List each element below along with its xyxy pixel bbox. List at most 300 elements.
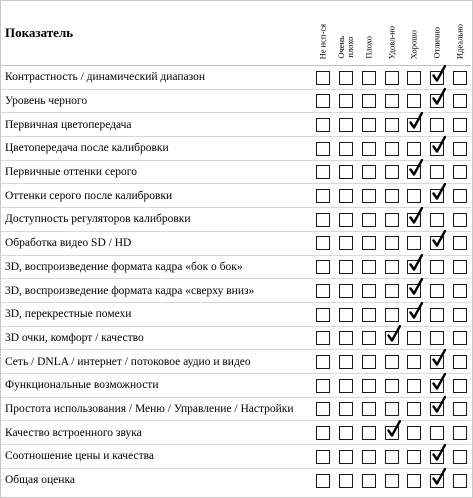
rating-checkbox[interactable] <box>316 213 330 227</box>
score-cell <box>357 373 380 397</box>
score-cell <box>357 302 380 326</box>
rating-checkbox[interactable] <box>385 450 399 464</box>
score-cell <box>448 89 471 113</box>
rating-checkbox[interactable] <box>407 379 421 393</box>
rating-checkbox[interactable] <box>339 402 353 416</box>
rating-checkbox[interactable] <box>453 189 467 203</box>
score-header-satisfactory <box>380 1 403 66</box>
rating-checkbox[interactable] <box>339 142 353 156</box>
score-cell <box>448 421 471 445</box>
indicator-label: 3D, воспроизведение формата кадра «бок о бок» <box>5 260 243 273</box>
score-cell <box>426 421 449 445</box>
rating-table <box>1 1 471 492</box>
score-cell <box>426 445 449 469</box>
rating-checkbox[interactable] <box>430 426 444 440</box>
rating-checkbox[interactable] <box>407 213 421 227</box>
rating-checkbox[interactable] <box>362 450 376 464</box>
rating-checkbox[interactable] <box>362 402 376 416</box>
score-header-bad <box>357 1 380 66</box>
score-cell <box>357 279 380 303</box>
table-row <box>1 350 471 374</box>
rating-checkbox[interactable] <box>385 402 399 416</box>
score-cell <box>448 350 471 374</box>
checkmark-icon <box>409 302 423 319</box>
score-cell <box>357 113 380 137</box>
rating-checkbox[interactable] <box>316 236 330 250</box>
rating-checkbox[interactable] <box>316 308 330 322</box>
score-cell <box>357 445 380 469</box>
score-cell <box>335 421 358 445</box>
score-header-not-used <box>312 1 335 66</box>
score-cell <box>357 184 380 208</box>
score-cell <box>335 137 358 161</box>
rating-checkbox[interactable] <box>407 165 421 179</box>
rating-checkbox[interactable] <box>453 355 467 369</box>
rating-checkbox[interactable] <box>407 450 421 464</box>
rating-checkbox[interactable] <box>339 189 353 203</box>
score-cell <box>403 279 426 303</box>
rating-checkbox[interactable] <box>453 450 467 464</box>
rating-checkbox[interactable] <box>430 379 444 393</box>
score-cell <box>380 208 403 232</box>
score-cell <box>380 137 403 161</box>
indicator-label: 3D, воспроизведение формата кадра «сверху вниз» <box>5 284 255 297</box>
rating-checkbox[interactable] <box>316 331 330 345</box>
score-cell <box>380 89 403 113</box>
score-cell <box>335 350 358 374</box>
score-cell <box>312 373 335 397</box>
score-cell <box>335 373 358 397</box>
indicator-label: Доступность регуляторов калибровки <box>5 213 191 226</box>
score-cell <box>312 255 335 279</box>
score-cell <box>335 66 358 90</box>
score-cell <box>448 279 471 303</box>
rating-checkbox[interactable] <box>316 450 330 464</box>
rating-checkbox[interactable] <box>362 236 376 250</box>
score-cell <box>357 137 380 161</box>
indicator-column-header: Показатель <box>5 25 74 40</box>
score-cell <box>335 279 358 303</box>
checkmark-icon <box>409 278 423 295</box>
score-cell <box>357 255 380 279</box>
rating-checkbox[interactable] <box>407 260 421 274</box>
rating-checkbox[interactable] <box>362 284 376 298</box>
rating-checkbox[interactable] <box>385 426 399 440</box>
table-row <box>1 89 471 113</box>
score-cell <box>426 231 449 255</box>
rating-checkbox[interactable] <box>339 94 353 108</box>
score-cell <box>448 445 471 469</box>
score-cell <box>403 302 426 326</box>
score-cell <box>312 113 335 137</box>
rating-checkbox[interactable] <box>339 260 353 274</box>
rating-checkbox[interactable] <box>430 308 444 322</box>
rating-checkbox[interactable] <box>362 213 376 227</box>
rating-checkbox[interactable] <box>453 236 467 250</box>
rating-checkbox[interactable] <box>430 355 444 369</box>
rating-checkbox[interactable] <box>362 474 376 488</box>
score-cell <box>403 66 426 90</box>
indicator-label: Сеть / DNLA / интернет / потоковое аудио и видео <box>5 355 251 368</box>
rating-checkbox[interactable] <box>316 260 330 274</box>
rating-checkbox[interactable] <box>407 426 421 440</box>
rating-checkbox[interactable] <box>430 142 444 156</box>
score-cell <box>448 326 471 350</box>
rating-checkbox[interactable] <box>453 402 467 416</box>
rating-checkbox[interactable] <box>339 355 353 369</box>
table-row <box>1 208 471 232</box>
score-cell <box>426 113 449 137</box>
rating-checkbox[interactable] <box>316 474 330 488</box>
rating-checkbox[interactable] <box>430 450 444 464</box>
table-row <box>1 326 471 350</box>
score-cell <box>357 231 380 255</box>
score-cell <box>403 326 426 350</box>
checkmark-icon <box>409 254 423 271</box>
rating-checkbox[interactable] <box>362 260 376 274</box>
checkmark-icon <box>409 207 423 224</box>
rating-checkbox[interactable] <box>407 94 421 108</box>
checkmark-icon <box>432 230 446 247</box>
score-cell <box>312 208 335 232</box>
score-cell <box>426 255 449 279</box>
checkmark-icon <box>432 183 446 200</box>
score-header-label: Не исп-ся <box>317 23 328 59</box>
rating-checkbox[interactable] <box>362 331 376 345</box>
checkmark-icon <box>432 396 446 413</box>
rating-checkbox[interactable] <box>385 189 399 203</box>
score-cell <box>380 326 403 350</box>
rating-checkbox[interactable] <box>362 426 376 440</box>
score-cell <box>380 66 403 90</box>
rating-checkbox[interactable] <box>316 355 330 369</box>
score-header-label: Удовл-но <box>386 25 397 59</box>
score-cell <box>357 397 380 421</box>
rating-checkbox[interactable] <box>407 71 421 85</box>
rating-checkbox[interactable] <box>339 213 353 227</box>
rating-checkbox[interactable] <box>430 71 444 85</box>
score-cell <box>312 350 335 374</box>
score-cell <box>335 160 358 184</box>
rating-checkbox[interactable] <box>385 165 399 179</box>
rating-checkbox[interactable] <box>362 308 376 322</box>
rating-checkbox[interactable] <box>430 331 444 345</box>
score-cell <box>380 279 403 303</box>
indicator-label: Соотношение цены и качества <box>5 450 154 463</box>
score-cell <box>335 302 358 326</box>
indicator-label: Обработка видео SD / HD <box>5 237 132 250</box>
indicator-label: Простота использования / Меню / Управление / Настройки <box>5 402 294 415</box>
checkmark-icon <box>432 468 446 485</box>
score-cell <box>357 89 380 113</box>
score-cell <box>448 66 471 90</box>
rating-checkbox[interactable] <box>407 189 421 203</box>
rating-checkbox[interactable] <box>362 118 376 132</box>
rating-checkbox[interactable] <box>339 118 353 132</box>
rating-checkbox[interactable] <box>316 426 330 440</box>
score-cell <box>357 160 380 184</box>
rating-checkbox[interactable] <box>316 284 330 298</box>
table-row <box>1 445 471 469</box>
rating-checkbox[interactable] <box>453 379 467 393</box>
rating-checkbox[interactable] <box>339 71 353 85</box>
indicator-label: Оттенки серого после калибровки <box>5 189 173 202</box>
score-cell <box>403 113 426 137</box>
rating-checkbox[interactable] <box>362 379 376 393</box>
score-cell <box>380 255 403 279</box>
score-cell <box>448 137 471 161</box>
score-cell <box>357 326 380 350</box>
score-cell <box>357 208 380 232</box>
score-header-label: Очень плохо <box>336 36 356 59</box>
rating-checkbox[interactable] <box>407 236 421 250</box>
score-cell <box>380 231 403 255</box>
score-cell <box>448 113 471 137</box>
rating-checkbox[interactable] <box>339 236 353 250</box>
rating-checkbox[interactable] <box>453 142 467 156</box>
score-cell <box>403 350 426 374</box>
score-header-ideal <box>448 1 471 66</box>
rating-rows <box>1 66 471 492</box>
rating-checkbox[interactable] <box>385 260 399 274</box>
rating-checkbox[interactable] <box>339 284 353 298</box>
rating-checkbox[interactable] <box>316 379 330 393</box>
score-cell <box>380 468 403 492</box>
score-cell <box>426 279 449 303</box>
score-cell <box>403 421 426 445</box>
score-cell <box>312 397 335 421</box>
table-row <box>1 231 471 255</box>
indicator-label: Уровень черного <box>5 95 88 108</box>
rating-checkbox[interactable] <box>430 236 444 250</box>
score-cell <box>312 326 335 350</box>
rating-checkbox[interactable] <box>362 355 376 369</box>
score-cell <box>335 255 358 279</box>
score-cell <box>403 255 426 279</box>
score-cell <box>426 397 449 421</box>
score-cell <box>312 302 335 326</box>
score-cell <box>380 445 403 469</box>
rating-checkbox[interactable] <box>385 236 399 250</box>
score-cell <box>335 113 358 137</box>
rating-checkbox[interactable] <box>339 474 353 488</box>
score-cell <box>403 184 426 208</box>
indicator-label: Первичная цветопередача <box>5 118 132 131</box>
score-cell <box>426 326 449 350</box>
table-row <box>1 66 471 90</box>
score-cell <box>380 302 403 326</box>
rating-checkbox[interactable] <box>362 189 376 203</box>
rating-checkbox[interactable] <box>362 94 376 108</box>
rating-checkbox[interactable] <box>362 142 376 156</box>
rating-checkbox[interactable] <box>430 118 444 132</box>
score-cell <box>312 66 335 90</box>
score-cell <box>380 160 403 184</box>
rating-checkbox[interactable] <box>385 213 399 227</box>
checkmark-icon <box>432 136 446 153</box>
rating-checkbox[interactable] <box>385 142 399 156</box>
score-cell <box>357 421 380 445</box>
score-cell <box>426 184 449 208</box>
rating-checkbox[interactable] <box>385 474 399 488</box>
rating-checkbox[interactable] <box>407 142 421 156</box>
score-cell <box>335 208 358 232</box>
rating-checkbox[interactable] <box>362 71 376 85</box>
score-cell <box>403 397 426 421</box>
rating-checkbox[interactable] <box>430 94 444 108</box>
rating-checkbox[interactable] <box>385 284 399 298</box>
rating-checkbox[interactable] <box>385 331 399 345</box>
table-row <box>1 279 471 303</box>
score-cell <box>357 350 380 374</box>
rating-checkbox[interactable] <box>430 402 444 416</box>
score-header-label: Плохо <box>363 36 374 59</box>
score-cell <box>448 184 471 208</box>
score-cell <box>312 445 335 469</box>
score-cell <box>403 89 426 113</box>
table-row <box>1 113 471 137</box>
rating-checkbox[interactable] <box>453 213 467 227</box>
score-cell <box>380 113 403 137</box>
rating-checkbox[interactable] <box>453 284 467 298</box>
rating-checkbox[interactable] <box>453 308 467 322</box>
checkmark-icon <box>432 349 446 366</box>
rating-checkbox[interactable] <box>430 474 444 488</box>
rating-checkbox[interactable] <box>430 213 444 227</box>
rating-checkbox[interactable] <box>453 260 467 274</box>
rating-checkbox[interactable] <box>407 308 421 322</box>
checkmark-icon <box>387 420 401 437</box>
rating-checkbox[interactable] <box>339 165 353 179</box>
score-cell <box>380 350 403 374</box>
score-cell <box>448 373 471 397</box>
rating-checkbox[interactable] <box>407 355 421 369</box>
score-cell <box>448 160 471 184</box>
rating-checkbox[interactable] <box>453 118 467 132</box>
indicator-label: Функциональные возможности <box>5 379 159 392</box>
indicator-label: Контрастность / динамический диапазон <box>5 71 206 84</box>
score-cell <box>426 350 449 374</box>
score-header-very-bad <box>335 1 358 66</box>
score-cell <box>335 231 358 255</box>
rating-checkbox[interactable] <box>385 355 399 369</box>
score-cell <box>403 137 426 161</box>
score-cell <box>426 160 449 184</box>
rating-checkbox[interactable] <box>407 284 421 298</box>
score-cell <box>426 89 449 113</box>
table-row <box>1 160 471 184</box>
rating-checkbox[interactable] <box>430 260 444 274</box>
rating-checkbox[interactable] <box>339 450 353 464</box>
rating-checkbox[interactable] <box>316 71 330 85</box>
table-row <box>1 397 471 421</box>
checkmark-icon <box>432 65 446 82</box>
score-header-label: Идеально <box>454 23 465 59</box>
score-cell <box>335 326 358 350</box>
rating-checkbox[interactable] <box>453 94 467 108</box>
checkmark-icon <box>432 373 446 390</box>
score-cell <box>312 231 335 255</box>
rating-checkbox[interactable] <box>453 474 467 488</box>
score-cell <box>312 160 335 184</box>
score-cell <box>335 445 358 469</box>
checkmark-icon <box>432 444 446 461</box>
rating-checkbox[interactable] <box>453 165 467 179</box>
rating-checkbox[interactable] <box>385 71 399 85</box>
rating-checkbox[interactable] <box>453 71 467 85</box>
rating-checkbox[interactable] <box>407 331 421 345</box>
score-cell <box>403 445 426 469</box>
score-cell <box>312 279 335 303</box>
rating-checkbox[interactable] <box>316 189 330 203</box>
table-row <box>1 137 471 161</box>
table-row <box>1 255 471 279</box>
rating-checkbox[interactable] <box>316 165 330 179</box>
table-row <box>1 373 471 397</box>
score-header-label: Хорошо <box>408 29 419 59</box>
score-header-excellent <box>426 1 449 66</box>
rating-checkbox[interactable] <box>385 94 399 108</box>
checkmark-icon <box>409 159 423 176</box>
score-cell <box>380 373 403 397</box>
score-cell <box>335 397 358 421</box>
score-cell <box>335 89 358 113</box>
score-cell <box>357 468 380 492</box>
score-cell <box>357 66 380 90</box>
rating-checkbox[interactable] <box>407 402 421 416</box>
checkmark-icon <box>387 325 401 342</box>
rating-checkbox[interactable] <box>407 118 421 132</box>
rating-checkbox[interactable] <box>453 331 467 345</box>
score-cell <box>312 89 335 113</box>
rating-checkbox[interactable] <box>407 474 421 488</box>
rating-checkbox[interactable] <box>385 118 399 132</box>
table-row <box>1 302 471 326</box>
score-cell <box>380 421 403 445</box>
rating-checkbox[interactable] <box>453 426 467 440</box>
score-header-label: Отлично <box>431 27 442 59</box>
rating-checkbox[interactable] <box>316 142 330 156</box>
rating-checkbox[interactable] <box>430 189 444 203</box>
rating-checkbox[interactable] <box>339 426 353 440</box>
indicator-label: Первичные оттенки серого <box>5 166 137 179</box>
score-cell <box>426 66 449 90</box>
score-cell <box>403 373 426 397</box>
score-cell <box>380 184 403 208</box>
checkmark-icon <box>432 88 446 105</box>
rating-checkbox[interactable] <box>339 379 353 393</box>
checkmark-icon <box>409 112 423 129</box>
score-cell <box>448 397 471 421</box>
table-row <box>1 468 471 492</box>
rating-checkbox[interactable] <box>339 331 353 345</box>
score-cell <box>403 231 426 255</box>
rating-checkbox[interactable] <box>430 284 444 298</box>
rating-checkbox[interactable] <box>385 308 399 322</box>
indicator-label: Цветопередача после калибровки <box>5 142 169 155</box>
score-cell <box>448 468 471 492</box>
rating-checkbox[interactable] <box>316 118 330 132</box>
rating-checkbox[interactable] <box>385 379 399 393</box>
rating-checkbox[interactable] <box>430 165 444 179</box>
indicator-label: Качество встроенного звука <box>5 426 142 439</box>
rating-checkbox[interactable] <box>316 94 330 108</box>
rating-checkbox[interactable] <box>362 165 376 179</box>
rating-checkbox[interactable] <box>339 308 353 322</box>
score-header-good <box>403 1 426 66</box>
rating-checkbox[interactable] <box>316 402 330 416</box>
score-cell <box>448 255 471 279</box>
